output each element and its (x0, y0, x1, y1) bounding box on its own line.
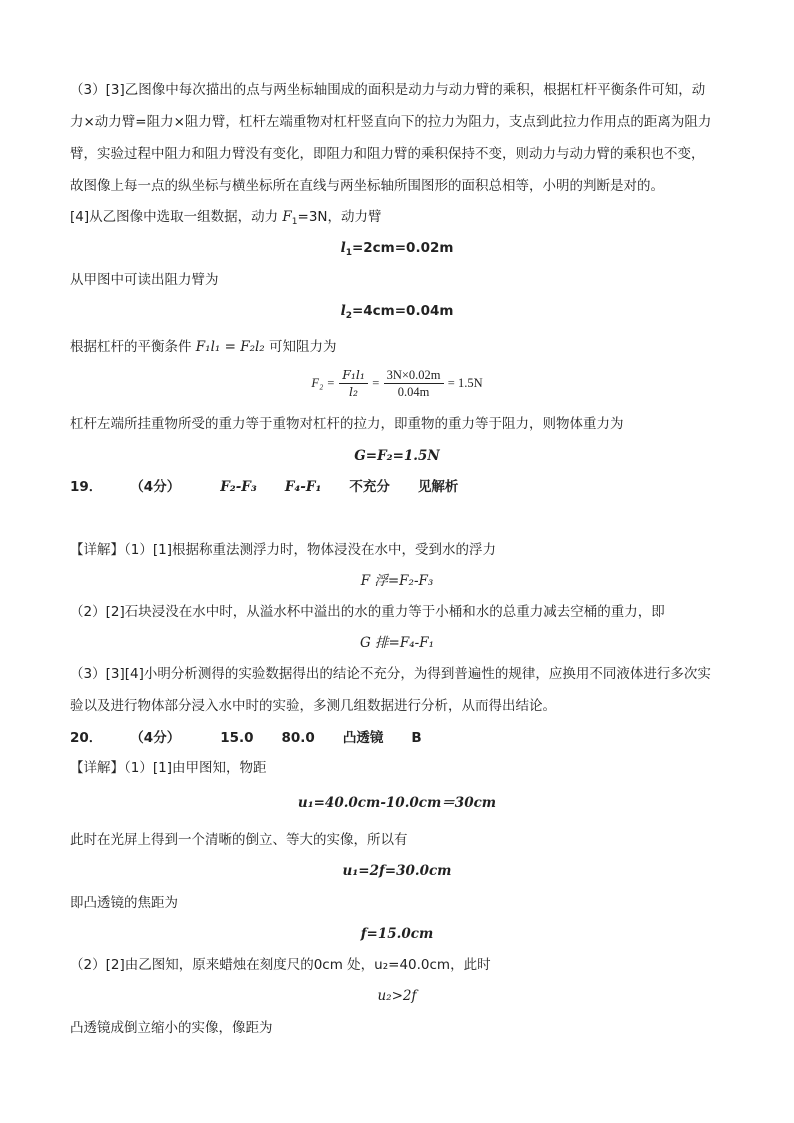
text-line: （2）[2]由乙图知，原来蜡烛在刻度尺的0cm 处，u₂=40.0cm，此时 (70, 957, 491, 973)
equation-buoyancy: F 浮=F₂-F₃ (360, 573, 434, 589)
text-line: 故图像上每一点的纵坐标与横坐标所在直线与两坐标轴所围图形的面积总相等，小明的判断是对的。 (70, 178, 664, 194)
text-line: 根据杠杆的平衡条件 F₁l₁ = F₂l₂ 可知阻力为 (70, 339, 337, 355)
text-line: 验以及进行物体部分浸入水中时的实验，多测几组数据进行分析，从而得出结论。 (70, 698, 556, 714)
equation-g: G=F₂=1.5N (354, 448, 440, 464)
question-20-answer: 20． （4分） 15.0 80.0 凸透镜 B (70, 730, 422, 746)
text-line: 【详解】（1）[1]由甲图知，物距 (70, 760, 267, 776)
text-line: 臂，实验过程中阻力和阻力臂没有变化，即阻力和阻力臂的乘积保持不变，则动力与动力臂的乘积也不变， (70, 146, 705, 162)
equation-focal: f=15.0cm (360, 926, 434, 942)
equation-displaced: G 排=F₄-F₁ (359, 635, 434, 651)
equation-u2: u₂>2f (377, 988, 417, 1004)
equation-f2: F₂ = $\frac{\text{F₁l₁}}{\text{l₂}}$ = $\frac{3N\times 0.02m}{0.04m}$ = 1.5N (311, 366, 483, 399)
text-line: （2）[2]石块浸没在水中时，从溢水杯中溢出的水的重力等于小桶和水的总重力减去空桶的重力，即 (70, 604, 665, 620)
question-19-answer: 19． （4分） F₂-F₃ F₄-F₁ 不充分 见解析 (70, 479, 459, 495)
text-line: 即凸透镜的焦距为 (70, 895, 178, 911)
text-line: 杠杆左端所挂重物所受的重力等于重物对杠杆的拉力，即重物的重力等于阻力，则物体重力为 (70, 416, 624, 432)
equation-u1-2f: u₁=2f=30.0cm (342, 863, 452, 879)
equation-l1: $l_1=2cm=0.02m$ (340, 240, 454, 258)
text-line: （3）[3][4]小明分析测得的实验数据得出的结论不充分，为得到普遍性的规律，应换用不同液体进行多次实 (70, 666, 711, 682)
fraction: $\frac{\text{F₁l₁}}{\text{l₂}}$ (339, 367, 368, 400)
equation-l2: $l_2=4cm=0.04m$ (340, 303, 454, 321)
text-line: 【详解】（1）[1]根据称重法测浮力时，物体浸没在水中，受到水的浮力 (70, 542, 496, 558)
text-line: [4]从乙图像中选取一组数据，动力 $F_1=3N$，动力臂 (70, 209, 382, 227)
text-line: 此时在光屏上得到一个清晰的倒立、等大的实像，所以有 (70, 832, 408, 848)
text-line: 从甲图中可读出阻力臂为 (70, 272, 219, 288)
text-line: 凸透镜成倒立缩小的实像，像距为 (70, 1020, 273, 1036)
equation-u1: u₁=40.0cm-10.0cm＝30cm (297, 795, 497, 811)
fraction: $\frac{3N\times 0.02m}{0.04m}$ (384, 367, 444, 400)
text-line: 力×动力臂=阻力×阻力臂，杠杆左端重物对杠杆竖直向下的拉力为阻力，支点到此拉力作用点的距离为阻力 (70, 114, 712, 130)
text-line: （3）[3]乙图像中每次描出的点与两坐标轴围成的面积是动力与动力臂的乘积，根据杠杆平衡条件可知，动 (70, 82, 706, 98)
